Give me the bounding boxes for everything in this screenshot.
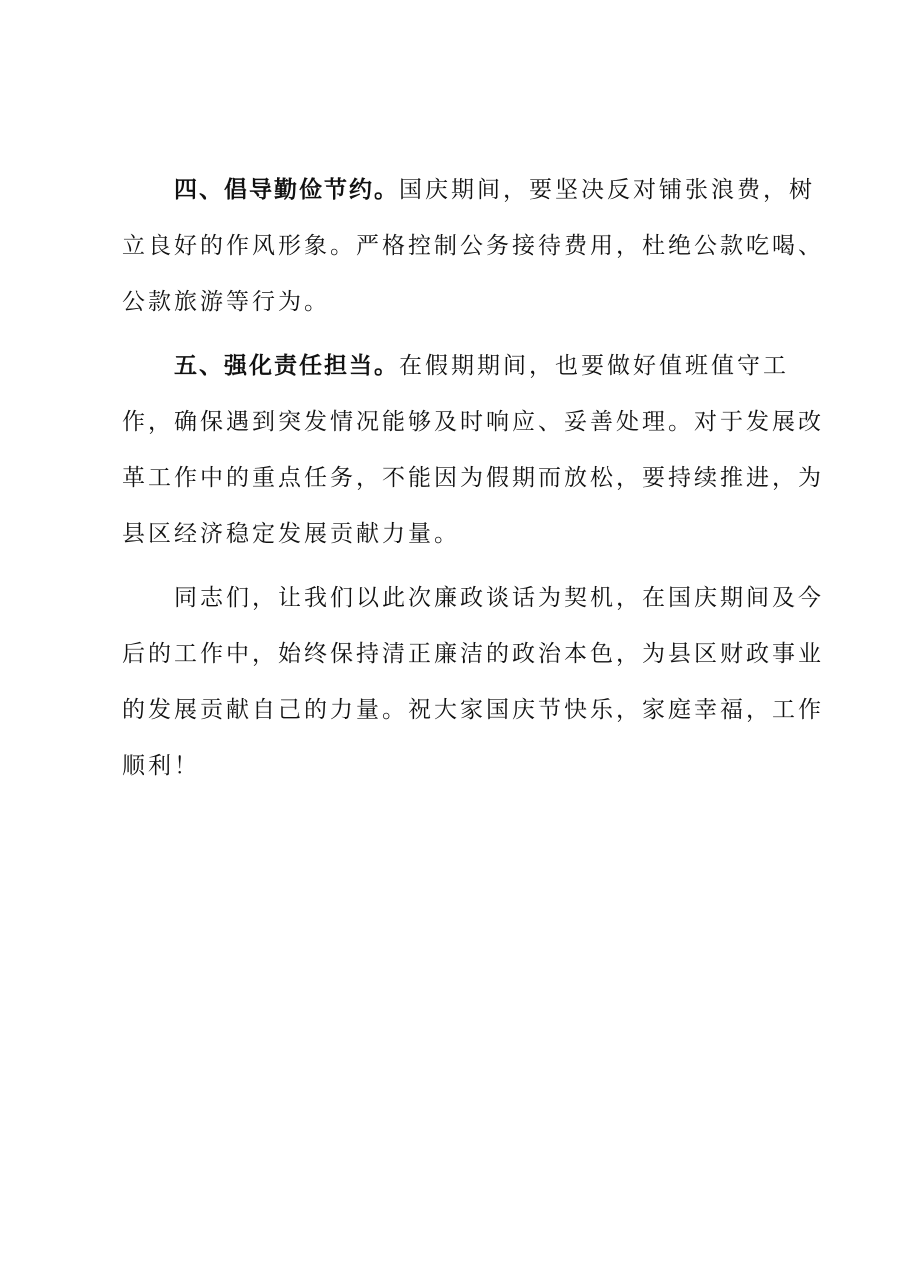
closing-line-4: 顺利！ [122,753,200,779]
paragraph-four-heading: 四、倡导勤俭节约。 [174,177,399,203]
paragraph-five-text-1: 在假期期间，也要做好值班值守工 [399,353,789,379]
paragraph-four [122,162,824,330]
paragraph-five-line-3: 革工作中的重点任务，不能因为假期而放松，要持续推进，为 [122,465,824,491]
paragraph-four-text-1: 国庆期间，要坚决反对铺张浪费，树 [399,177,815,203]
closing-line-3: 的发展贡献自己的力量。祝大家国庆节快乐，家庭幸福，工作 [122,697,824,723]
paragraph-four-line-3: 公款旅游等行为。 [122,289,330,315]
paragraph-five-line-4: 县区经济稳定发展贡献力量。 [122,521,460,547]
paragraph-five-line-2: 作，确保遇到突发情况能够及时响应、妥善处理。对于发展改 [122,409,824,435]
closing-paragraph [122,570,824,794]
paragraph-four-line-1 [122,162,815,218]
paragraph-four-line-2: 立良好的作风形象。严格控制公务接待费用，杜绝公款吃喝、 [122,233,824,259]
paragraph-five-line-1 [122,338,789,394]
closing-line-2: 后的工作中，始终保持清正廉洁的政治本色，为县区财政事业 [122,641,824,667]
paragraph-five [122,338,824,562]
closing-line-1: 同志们，让我们以此次廉政谈话为契机，在国庆期间及今 [174,585,824,611]
document-body [122,162,824,794]
paragraph-five-heading: 五、强化责任担当。 [174,353,399,379]
